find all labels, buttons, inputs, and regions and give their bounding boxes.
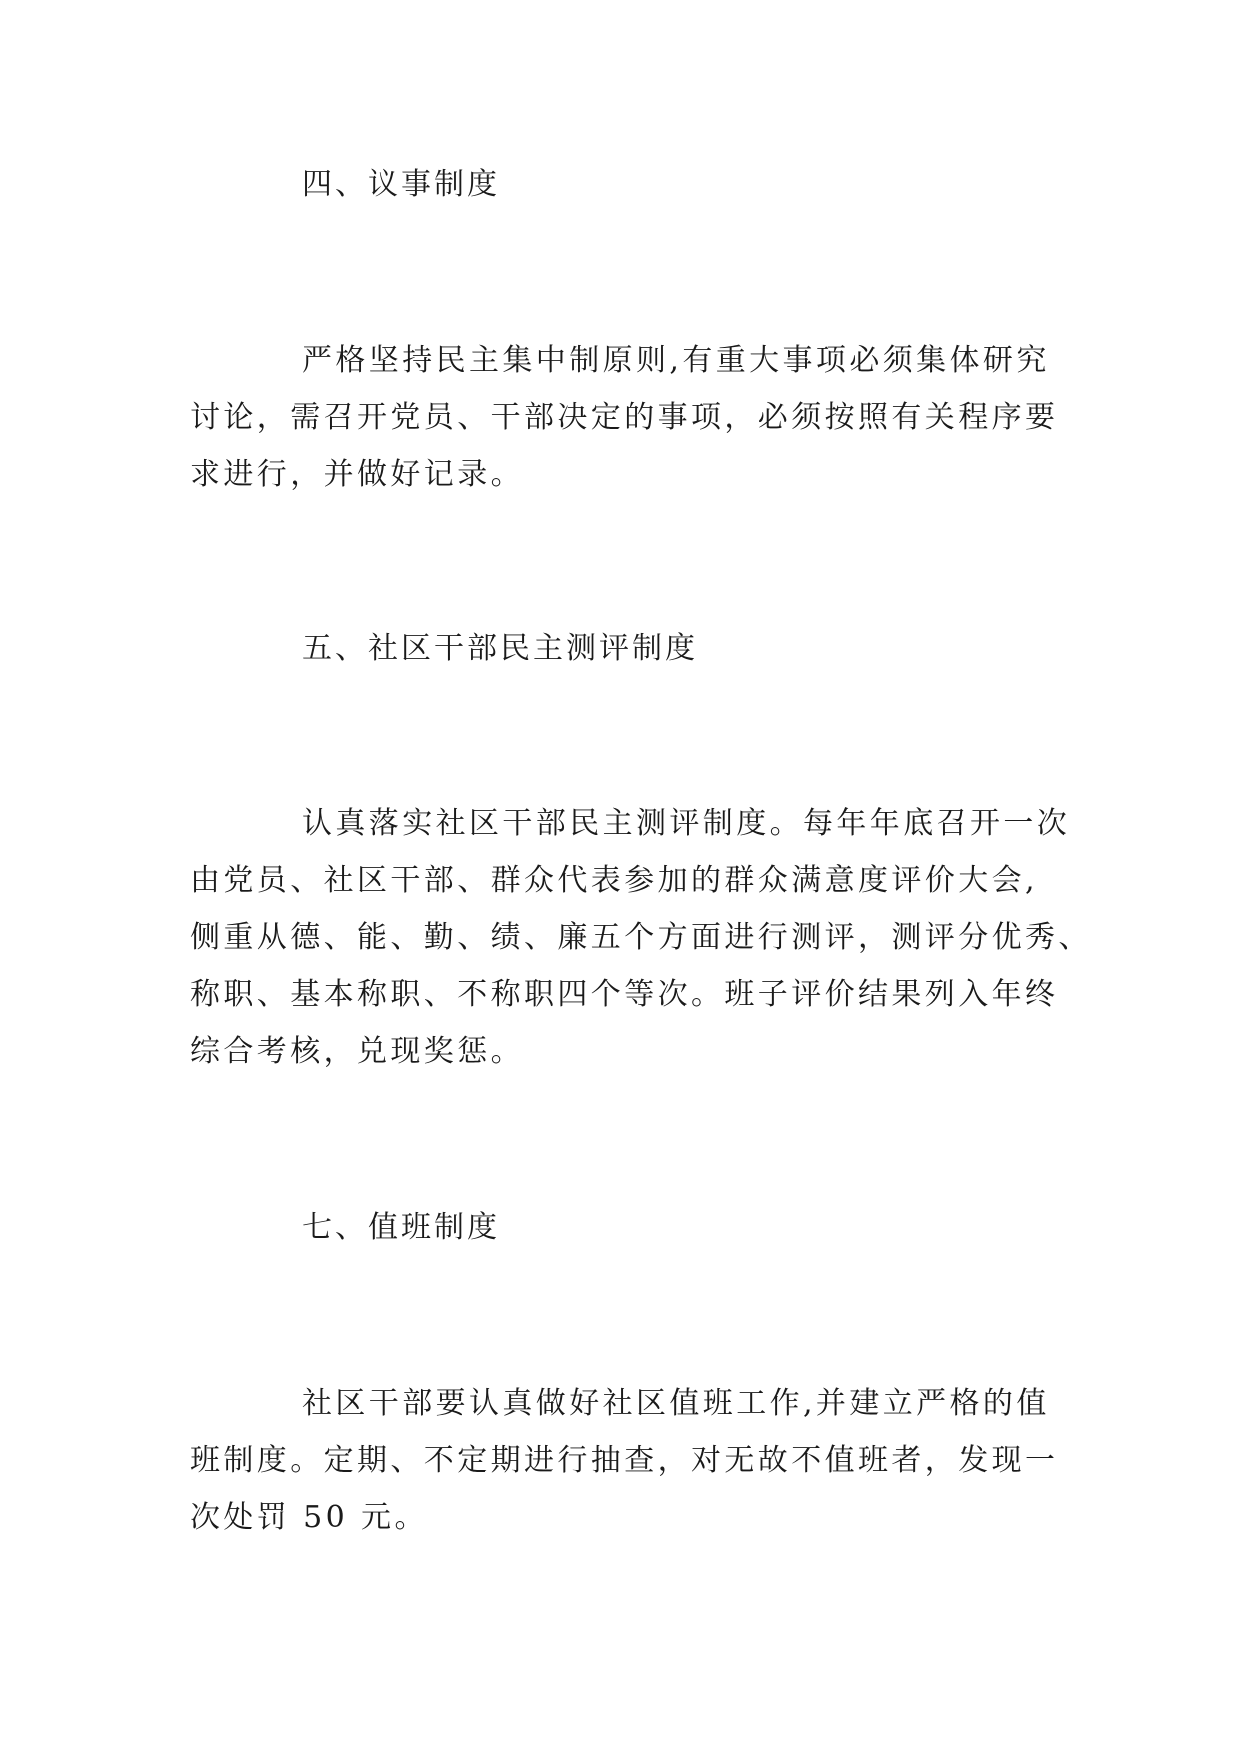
paragraph-line: 严格坚持民主集中制原则,有重大事项必须集体研究 — [302, 343, 1050, 378]
section-paragraph-evaluation — [190, 795, 1092, 1080]
section-paragraph-deliberation — [190, 332, 1058, 503]
section-paragraph-duty — [190, 1375, 1058, 1546]
paragraph-line: 称职、基本称职、不称职四个等次。班子评价结果列入年终 — [190, 977, 1059, 1012]
paragraph-line: 班制度。定期、不定期进行抽查，对无故不值班者，发现一 — [190, 1443, 1059, 1478]
paragraph-line: 次处罚 50 元。 — [190, 1500, 428, 1535]
paragraph-line: 认真落实社区干部民主测评制度。每年年底召开一次 — [302, 806, 1071, 841]
section-heading-deliberation: 四、议事制度 — [302, 167, 500, 202]
section-heading-duty: 七、值班制度 — [302, 1210, 500, 1245]
paragraph-line: 综合考核，兑现奖惩。 — [190, 1034, 524, 1069]
section-heading-evaluation: 五、社区干部民主测评制度 — [302, 631, 698, 666]
paragraph-line: 求进行，并做好记录。 — [190, 457, 524, 492]
paragraph-line: 社区干部要认真做好社区值班工作,并建立严格的值 — [302, 1386, 1050, 1421]
paragraph-line: 讨论，需召开党员、干部决定的事项，必须按照有关程序要 — [190, 400, 1059, 435]
paragraph-line: 侧重从德、能、勤、绩、廉五个方面进行测评，测评分优秀、 — [190, 920, 1092, 955]
paragraph-line: 由党员、社区干部、群众代表参加的群众满意度评价大会, — [190, 863, 1038, 898]
